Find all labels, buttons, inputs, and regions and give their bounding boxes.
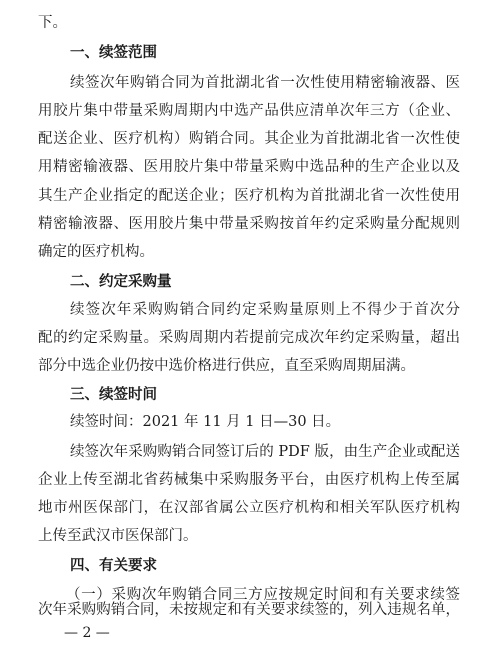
paragraph-line: 部分中选企业仍按中选价格进行供应，直至采购周期届满。 xyxy=(38,358,415,374)
paragraph-line: 地市州医保部门，在汉部省属公立医疗机构和相关军队医疗机构 xyxy=(38,500,460,516)
paragraph-line: 次年采购购销合同，未按规定和有关要求续签的，列入违规名单， xyxy=(38,602,460,618)
page-number: — 2 — xyxy=(64,625,110,641)
paragraph-line: 用胶片集中带量采购周期内中选产品供应清单次年三方（企业、 xyxy=(38,103,460,119)
paragraph-line: （一）采购次年购销合同三方应按规定时间和有关要求续签 xyxy=(66,587,460,603)
paragraph-line: 续签时间：2021 年 11 月 1 日—30 日。 xyxy=(70,414,341,430)
paragraph-line: 其生产企业指定的配送企业；医疗机构为首批湖北省一次性使用 xyxy=(38,188,460,204)
section-heading-time: 三、续签时间 xyxy=(70,387,157,403)
continued-text-line: 下。 xyxy=(38,15,67,31)
paragraph-line: 确定的医疗机构。 xyxy=(38,244,154,260)
section-heading-quantity: 二、约定采购量 xyxy=(70,274,172,290)
paragraph-line: 续签次年购销合同为首批湖北省一次性使用精密输液器、医 xyxy=(70,75,460,91)
section-heading-requirements: 四、有关要求 xyxy=(70,558,157,574)
paragraph-line: 续签次年采购购销合同签订后的 PDF 版，由生产企业或配送 xyxy=(70,444,460,460)
paragraph-line: 配的约定采购量。采购周期内若提前完成次年约定采购量，超出 xyxy=(38,330,460,346)
paragraph-line: 上传至武汉市医保部门。 xyxy=(38,528,198,544)
paragraph-line: 企业上传至湖北省药械集中采购服务平台，由医疗机构上传至属 xyxy=(38,472,460,488)
paragraph-line: 用精密输液器、医用胶片集中带量采购中选品种的生产企业以及 xyxy=(38,159,460,175)
paragraph-line: 续签次年采购购销合同约定采购量原则上不得少于首次分 xyxy=(70,302,460,318)
paragraph-line: 配送企业、医疗机构）购销合同。其企业为首批湖北省一次性使 xyxy=(38,131,460,147)
paragraph-line: 精密输液器、医用胶片集中带量采购按首年约定采购量分配规则 xyxy=(38,216,460,232)
section-heading-scope: 一、续签范围 xyxy=(70,45,157,61)
